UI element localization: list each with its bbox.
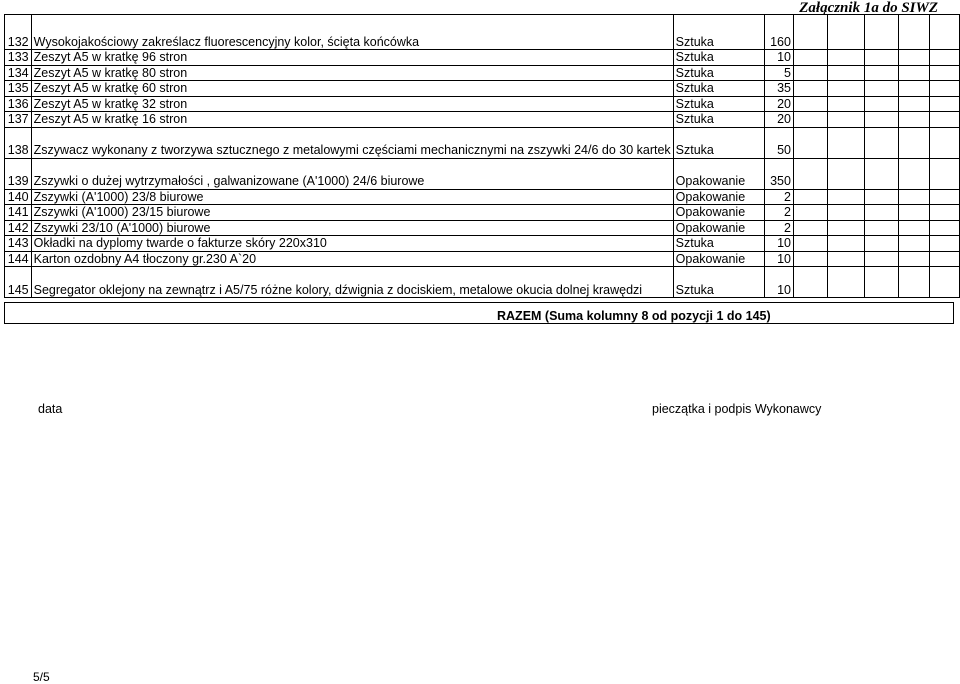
empty-cell — [864, 127, 898, 158]
empty-cell — [930, 220, 960, 236]
empty-cell — [930, 112, 960, 128]
item-name: Segregator oklejony na zewnątrz i A5/75 różne kolory, dźwignia z dociskiem, metalowe okucia dolnej krawędzi — [31, 267, 673, 298]
empty-cell — [930, 65, 960, 81]
quantity-cell: 2 — [765, 220, 794, 236]
empty-cell — [898, 15, 929, 50]
unit-cell: Sztuka — [673, 236, 764, 252]
unit-cell: Opakowanie — [673, 158, 764, 189]
empty-cell — [864, 251, 898, 267]
empty-cell — [828, 267, 865, 298]
empty-cell — [864, 267, 898, 298]
empty-cell — [898, 112, 929, 128]
empty-cell — [793, 267, 827, 298]
empty-cell — [828, 220, 865, 236]
empty-cell — [793, 81, 827, 97]
item-name: Okładki na dyplomy twarde o fakturze skóry 220x310 — [31, 236, 673, 252]
items-table — [4, 14, 960, 298]
summary-row — [4, 302, 954, 324]
table-row — [5, 205, 960, 221]
empty-cell — [930, 15, 960, 50]
row-number: 132 — [5, 15, 32, 50]
table-row — [5, 220, 960, 236]
empty-cell — [930, 251, 960, 267]
summary-label: RAZEM (Suma kolumny 8 od pozycji 1 do 145) — [497, 309, 771, 323]
empty-cell — [793, 189, 827, 205]
unit-cell: Sztuka — [673, 267, 764, 298]
empty-cell — [898, 65, 929, 81]
item-name: Zszywki (A'1000) 23/15 biurowe — [31, 205, 673, 221]
quantity-cell: 10 — [765, 236, 794, 252]
item-name: Karton ozdobny A4 tłoczony gr.230 A`20 — [31, 251, 673, 267]
empty-cell — [864, 81, 898, 97]
empty-cell — [930, 205, 960, 221]
date-label: data — [38, 402, 63, 416]
item-name: Zeszyt A5 w kratkę 16 stron — [31, 112, 673, 128]
empty-cell — [828, 81, 865, 97]
item-name: Zszywacz wykonany z tworzywa sztucznego z metalowymi częściami mechanicznymi na zszywki 24/6 do 30 kartek — [31, 127, 673, 158]
empty-cell — [864, 158, 898, 189]
empty-cell — [898, 236, 929, 252]
unit-cell: Sztuka — [673, 81, 764, 97]
table-row — [5, 81, 960, 97]
table-row — [5, 127, 960, 158]
empty-cell — [828, 251, 865, 267]
empty-cell — [828, 15, 865, 50]
table-row — [5, 15, 960, 50]
empty-cell — [864, 65, 898, 81]
row-number: 134 — [5, 65, 32, 81]
item-name: Zeszyt A5 w kratkę 96 stron — [31, 50, 673, 66]
item-name: Zszywki 23/10 (A'1000) biurowe — [31, 220, 673, 236]
empty-cell — [828, 205, 865, 221]
row-number: 137 — [5, 112, 32, 128]
quantity-cell: 20 — [765, 96, 794, 112]
quantity-cell: 5 — [765, 65, 794, 81]
quantity-cell: 2 — [765, 189, 794, 205]
empty-cell — [828, 50, 865, 66]
table-row — [5, 267, 960, 298]
quantity-cell: 10 — [765, 267, 794, 298]
empty-cell — [793, 251, 827, 267]
empty-cell — [930, 189, 960, 205]
row-number: 135 — [5, 81, 32, 97]
quantity-cell: 10 — [765, 50, 794, 66]
empty-cell — [793, 65, 827, 81]
unit-cell: Sztuka — [673, 15, 764, 50]
unit-cell: Opakowanie — [673, 220, 764, 236]
empty-cell — [828, 127, 865, 158]
row-number: 140 — [5, 189, 32, 205]
empty-cell — [793, 50, 827, 66]
empty-cell — [793, 220, 827, 236]
table-row — [5, 112, 960, 128]
empty-cell — [793, 96, 827, 112]
unit-cell: Opakowanie — [673, 205, 764, 221]
empty-cell — [864, 189, 898, 205]
table-row — [5, 189, 960, 205]
table-row — [5, 251, 960, 267]
table-row — [5, 236, 960, 252]
empty-cell — [930, 158, 960, 189]
empty-cell — [793, 205, 827, 221]
quantity-cell: 50 — [765, 127, 794, 158]
empty-cell — [828, 65, 865, 81]
unit-cell: Opakowanie — [673, 251, 764, 267]
item-name: Zszywki (A'1000) 23/8 biurowe — [31, 189, 673, 205]
empty-cell — [864, 112, 898, 128]
item-name: Zeszyt A5 w kratkę 32 stron — [31, 96, 673, 112]
empty-cell — [930, 127, 960, 158]
empty-cell — [864, 220, 898, 236]
row-number: 144 — [5, 251, 32, 267]
empty-cell — [898, 96, 929, 112]
empty-cell — [898, 158, 929, 189]
attachment-header: Załącznik 1a do SIWZ — [799, 0, 938, 16]
quantity-cell: 2 — [765, 205, 794, 221]
empty-cell — [828, 158, 865, 189]
table-row — [5, 50, 960, 66]
empty-cell — [898, 205, 929, 221]
signature-label: pieczątka i podpis Wykonawcy — [652, 402, 822, 416]
row-number: 139 — [5, 158, 32, 189]
quantity-cell: 10 — [765, 251, 794, 267]
table-row — [5, 96, 960, 112]
quantity-cell: 350 — [765, 158, 794, 189]
empty-cell — [864, 15, 898, 50]
empty-cell — [930, 236, 960, 252]
empty-cell — [930, 81, 960, 97]
unit-cell: Sztuka — [673, 96, 764, 112]
empty-cell — [864, 96, 898, 112]
row-number: 143 — [5, 236, 32, 252]
empty-cell — [793, 127, 827, 158]
empty-cell — [828, 189, 865, 205]
unit-cell: Sztuka — [673, 127, 764, 158]
row-number: 145 — [5, 267, 32, 298]
empty-cell — [898, 127, 929, 158]
item-name: Zszywki o dużej wytrzymałości , galwanizowane (A'1000) 24/6 biurowe — [31, 158, 673, 189]
quantity-cell: 160 — [765, 15, 794, 50]
item-name: Wysokojakościowy zakreślacz fluorescencyjny kolor, ścięta końcówka — [31, 15, 673, 50]
page-number: 5/5 — [33, 670, 50, 684]
unit-cell: Sztuka — [673, 65, 764, 81]
table-row — [5, 158, 960, 189]
empty-cell — [864, 50, 898, 66]
unit-cell: Sztuka — [673, 112, 764, 128]
row-number: 141 — [5, 205, 32, 221]
empty-cell — [898, 189, 929, 205]
empty-cell — [864, 205, 898, 221]
empty-cell — [793, 236, 827, 252]
row-number: 133 — [5, 50, 32, 66]
item-name: Zeszyt A5 w kratkę 80 stron — [31, 65, 673, 81]
empty-cell — [864, 236, 898, 252]
empty-cell — [828, 96, 865, 112]
empty-cell — [930, 96, 960, 112]
empty-cell — [898, 251, 929, 267]
empty-cell — [898, 81, 929, 97]
empty-cell — [898, 50, 929, 66]
empty-cell — [898, 220, 929, 236]
row-number: 138 — [5, 127, 32, 158]
empty-cell — [898, 267, 929, 298]
empty-cell — [930, 50, 960, 66]
empty-cell — [793, 158, 827, 189]
unit-cell: Opakowanie — [673, 189, 764, 205]
item-name: Zeszyt A5 w kratkę 60 stron — [31, 81, 673, 97]
quantity-cell: 35 — [765, 81, 794, 97]
table-row — [5, 65, 960, 81]
empty-cell — [793, 112, 827, 128]
empty-cell — [828, 112, 865, 128]
row-number: 136 — [5, 96, 32, 112]
quantity-cell: 20 — [765, 112, 794, 128]
row-number: 142 — [5, 220, 32, 236]
empty-cell — [930, 267, 960, 298]
empty-cell — [793, 15, 827, 50]
empty-cell — [828, 236, 865, 252]
unit-cell: Sztuka — [673, 50, 764, 66]
